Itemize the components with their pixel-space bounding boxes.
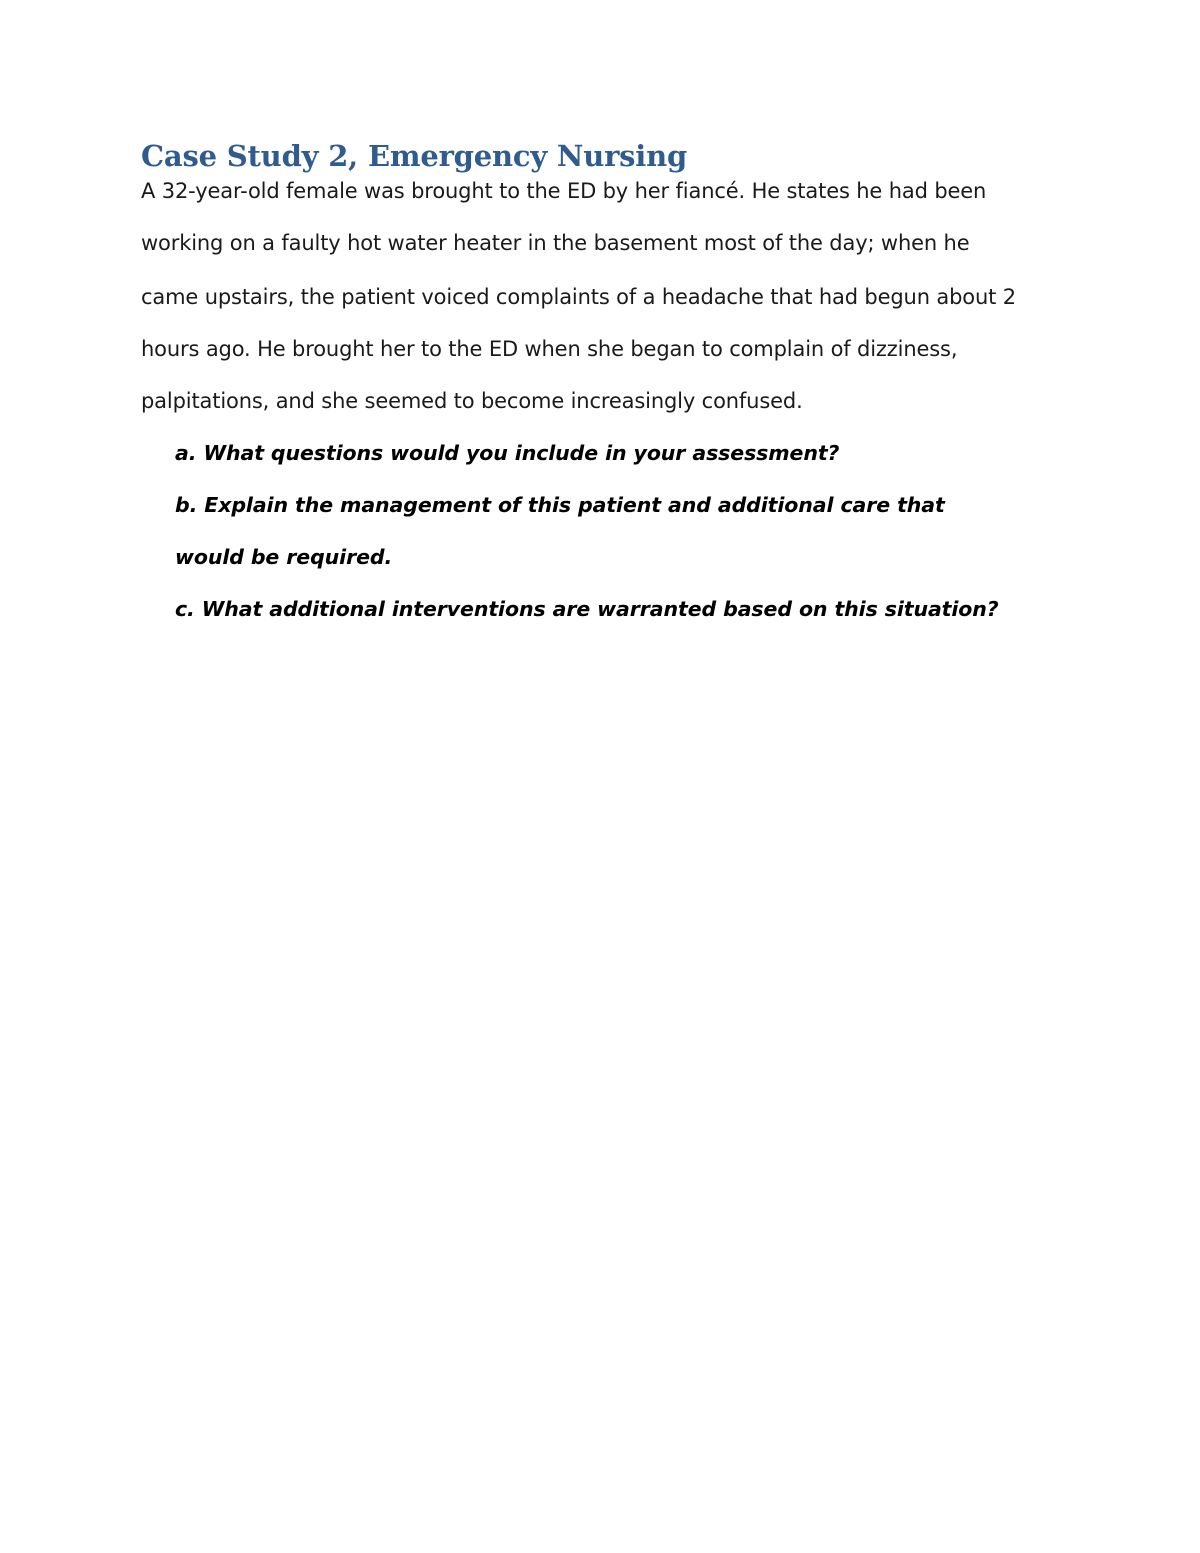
question-b: b. Explain the management of this patient and additional care that <box>175 493 945 517</box>
question-b-continued: would be required. <box>175 545 393 569</box>
paragraph-line: working on a faulty hot water heater in the basement most of the day; when he <box>141 231 970 255</box>
paragraph-line: palpitations, and she seemed to become increasingly confused. <box>141 389 803 413</box>
question-c: c. What additional interventions are warranted based on this situation? <box>175 597 999 621</box>
paragraph-line: hours ago. He brought her to the ED when she began to complain of dizziness, <box>141 337 958 361</box>
question-a: a. What questions would you include in your assessment? <box>175 441 840 465</box>
paragraph-line: A 32-year-old female was brought to the ED by her fiancé. He states he had been <box>141 179 987 203</box>
page-title: Case Study 2, Emergency Nursing <box>141 139 688 173</box>
paragraph-line: came upstairs, the patient voiced complaints of a headache that had begun about 2 <box>141 285 1016 309</box>
